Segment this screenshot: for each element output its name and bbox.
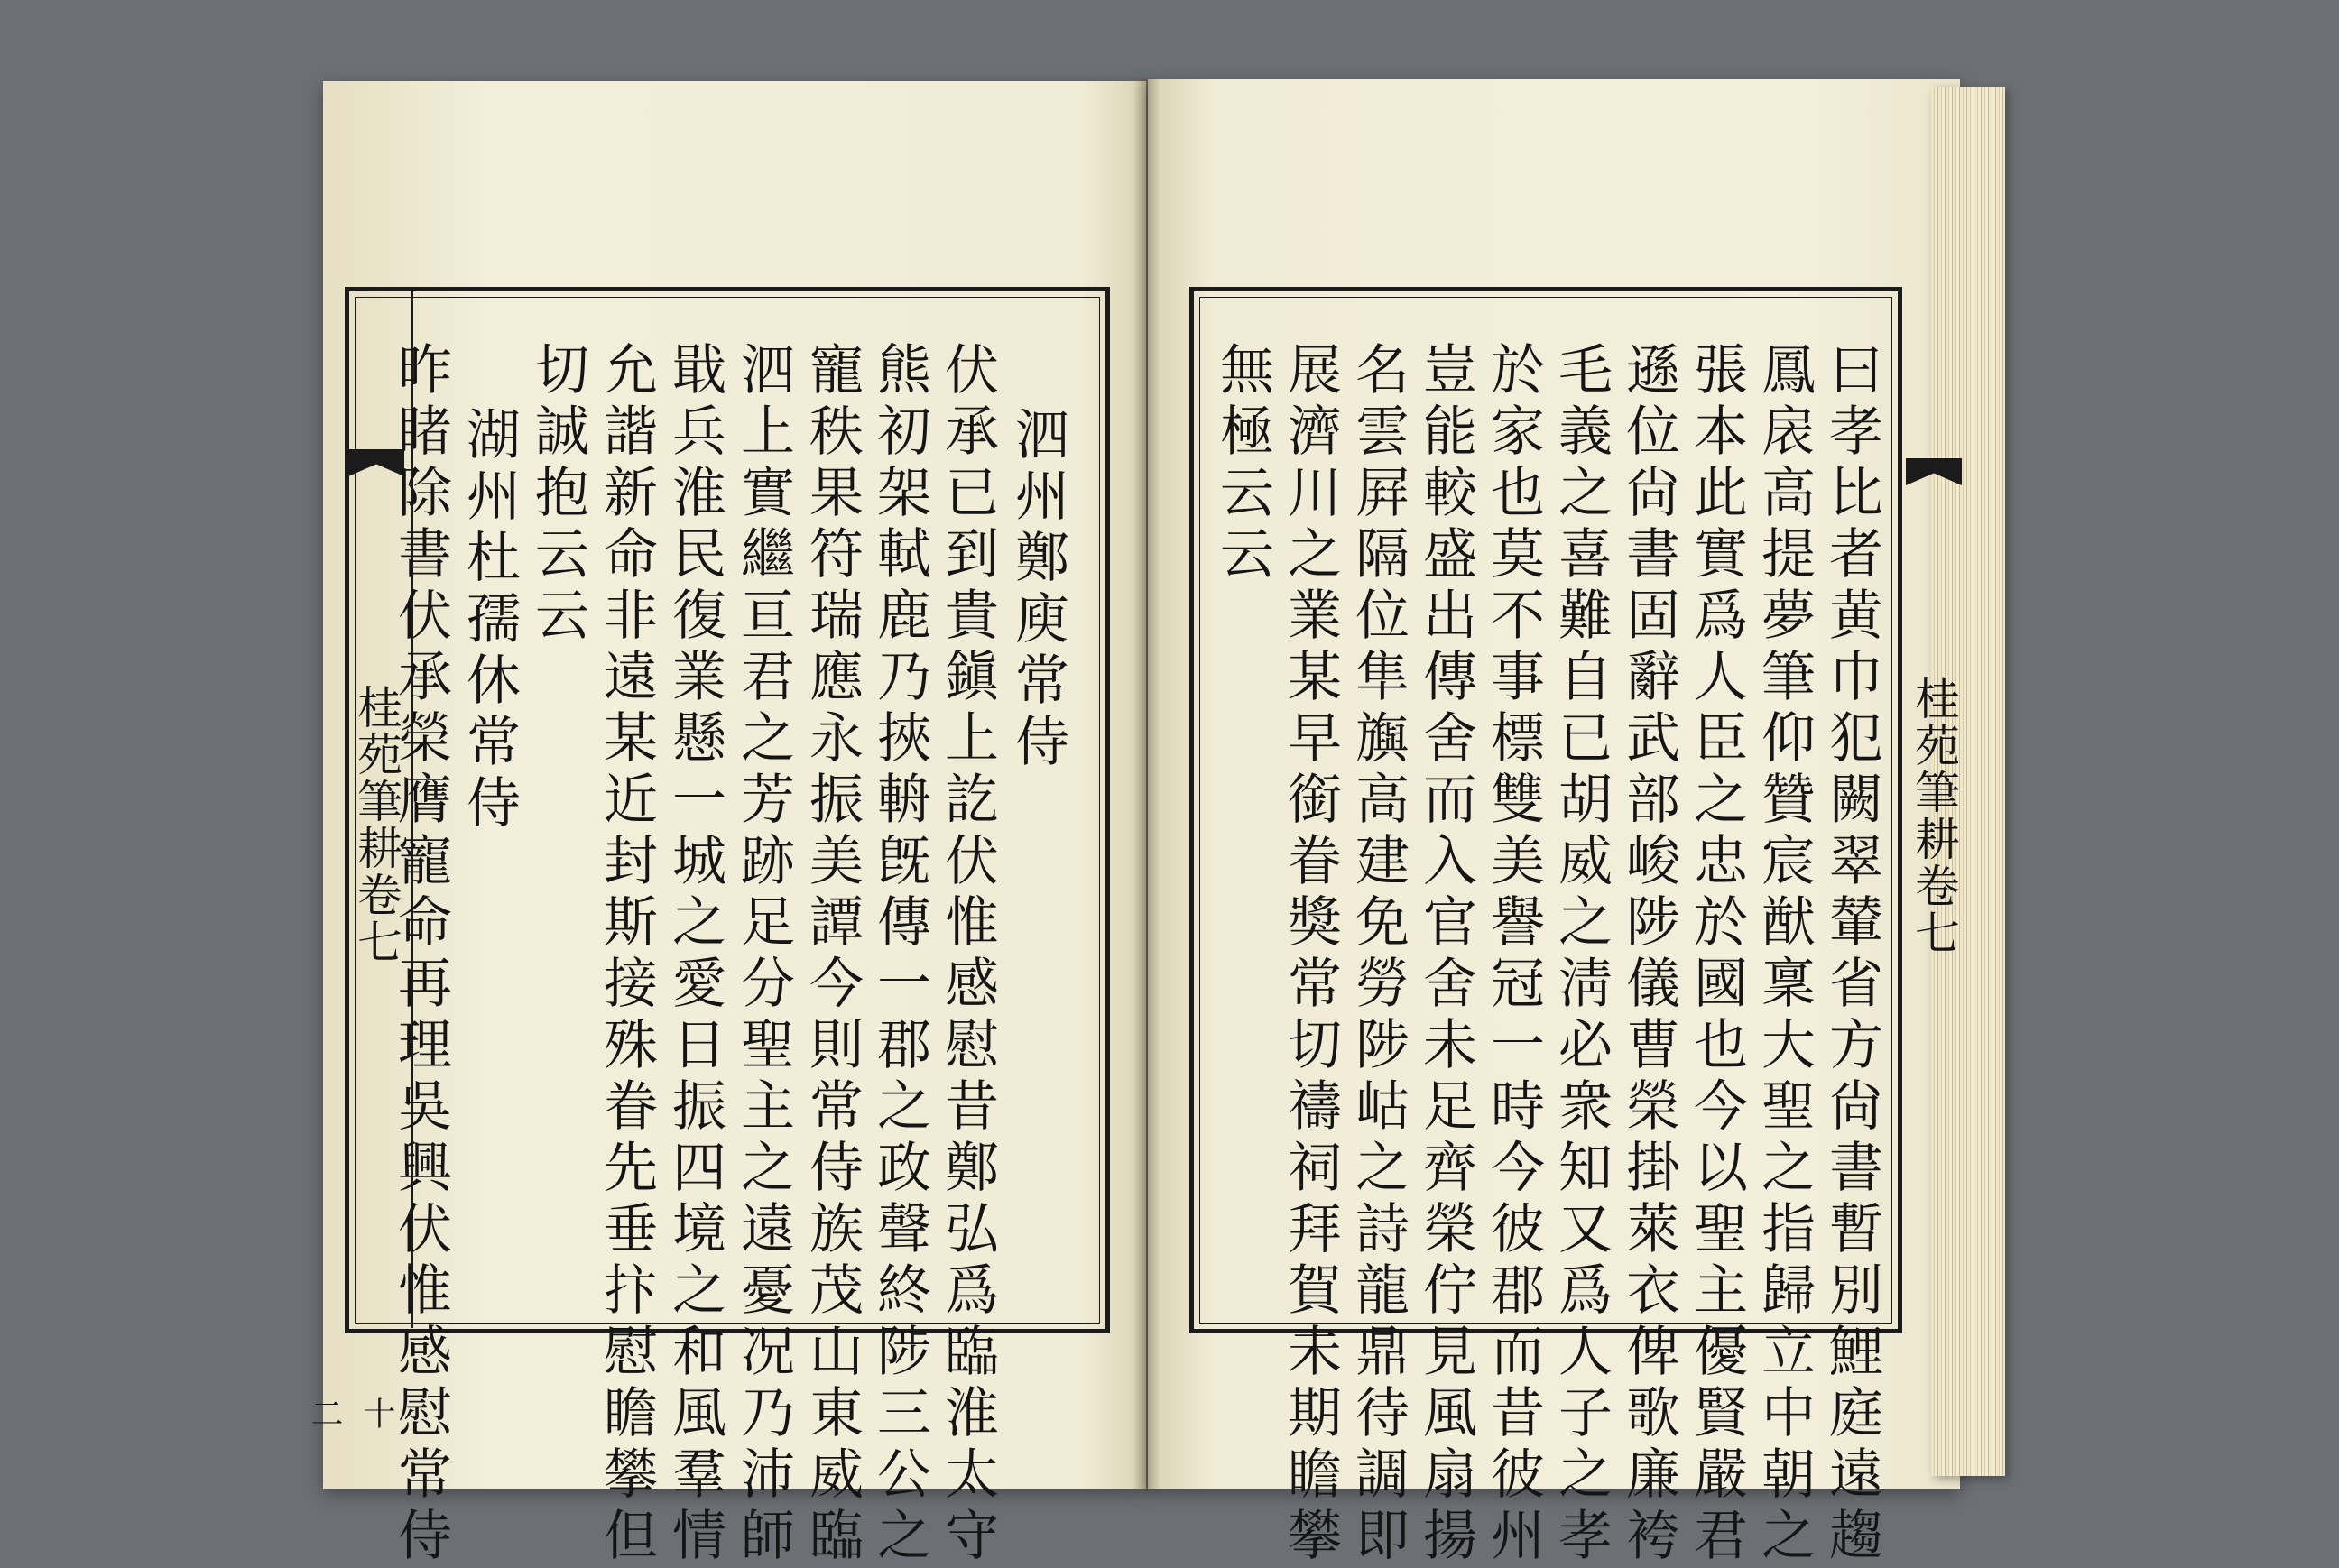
left-column-6: 戢兵淮民復業懸一城之愛日振四境之和風羣情 — [663, 341, 726, 1568]
left-column-7: 允諧新命非遠某近封斯接殊眷先垂抃慰瞻攀但 — [595, 341, 658, 1568]
right-column-6: 於家也莫不事標雙美譽冠一時今彼郡而昔彼州 — [1482, 341, 1545, 1568]
left-column-5: 泗上實繼亘君之芳跡足分聖主之遠憂况乃沛師 — [732, 341, 795, 1568]
right-banxin-title: 桂苑筆耕卷七 — [1908, 675, 1960, 956]
right-column-9: 展濟川之業某早銜眷獎常切禱祠拜賀未期瞻攀 — [1279, 341, 1342, 1568]
right-column-8: 名雲屛隔位隼旟高建免勞陟岵之詩龍鼎待調即 — [1346, 341, 1410, 1568]
fishtail-mark — [1906, 458, 1962, 485]
left-column-10: 昨睹除書伏承榮膺寵命再理吳興伏惟感慰常侍 — [389, 341, 452, 1568]
right-column-3: 張本此實爲人臣之忠於國也今以聖主優賢嚴君 — [1685, 341, 1748, 1568]
right-column-1: 曰孝比者黄巾犯闕翠輦省方尙書暫別鯉庭遠趨 — [1820, 341, 1883, 1568]
left-column-2: 伏承已到貴鎭上訖伏惟感慰昔鄭弘爲臨淮太守 — [936, 341, 999, 1568]
book-gutter — [1133, 78, 1160, 1494]
left-banxin-title: 桂苑筆耕卷七 — [350, 684, 402, 965]
left-column-4: 寵秩果符瑞應永振美譚今則常侍族茂山東威臨 — [800, 341, 864, 1568]
right-column-10: 無極云云 — [1211, 341, 1274, 586]
right-column-4: 遜位尙書固辭武部峻陟儀曹榮掛萊衣俾歌廉袴 — [1617, 341, 1680, 1568]
left-column-8: 切誠抱云云 — [526, 341, 589, 648]
left-banxin-page-number: 十二 — [306, 1397, 395, 1431]
right-column-2: 鳳扆高提夢筆仰贊宸猷稟大聖之指歸立中朝之 — [1752, 341, 1816, 1568]
left-column-1: 泗州鄭庾常侍 — [1006, 406, 1069, 774]
left-column-9: 湖州杜孺休常侍 — [458, 406, 521, 835]
right-column-7: 豈能較盛出傳舍而入官舍未足齊榮佇見風扇揚 — [1414, 341, 1477, 1568]
left-column-3: 熊初架軾鹿乃挾輈旣傳一郡之政聲終陟三公之 — [868, 341, 931, 1568]
right-banxin — [1899, 287, 1964, 1328]
right-column-5: 毛義之喜難自已胡威之淸必衆知又爲人子之孝 — [1549, 341, 1613, 1568]
